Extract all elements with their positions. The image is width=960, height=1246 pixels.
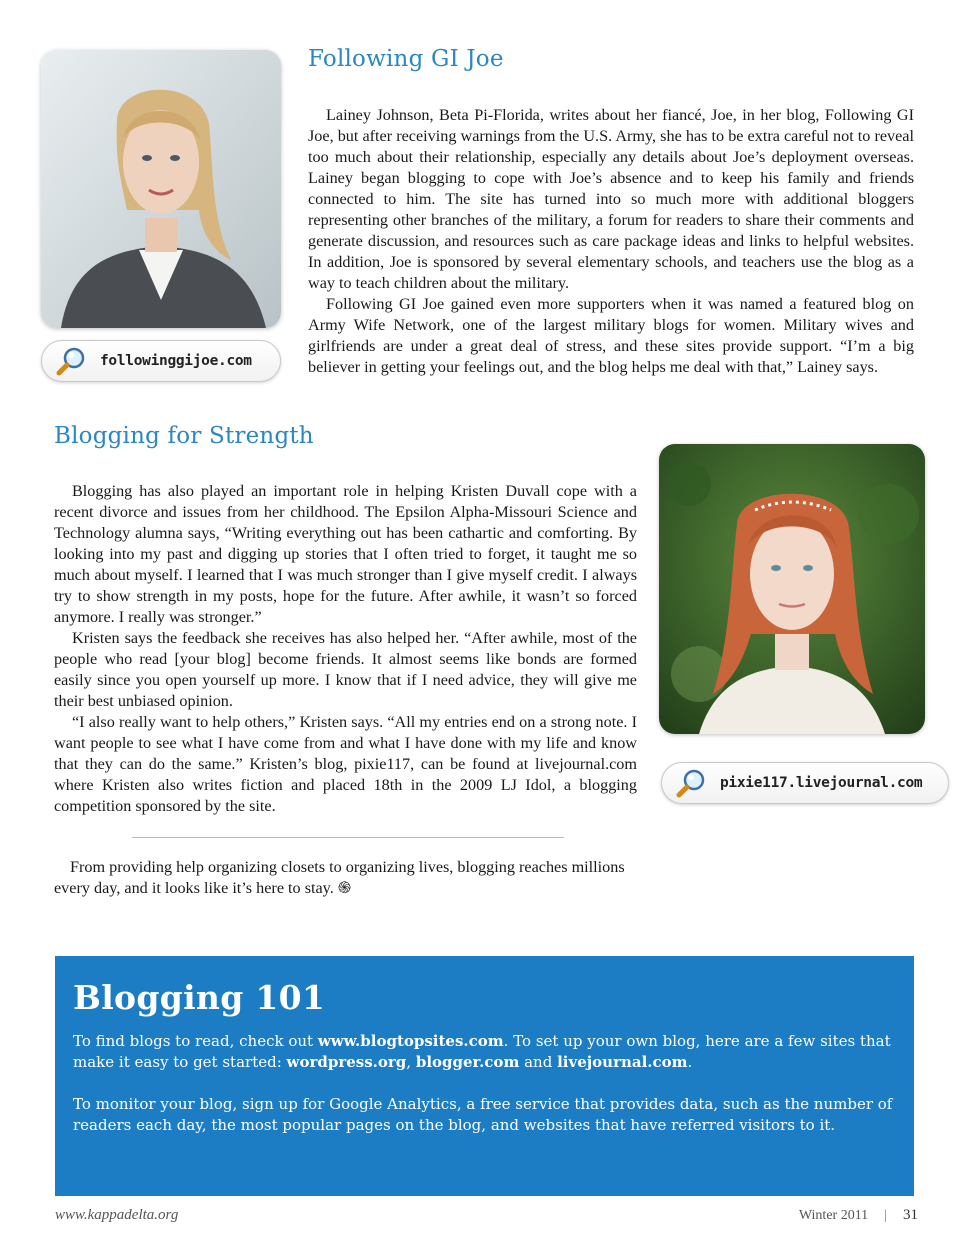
url-text[interactable]: pixie117.livejournal.com — [720, 775, 923, 791]
portrait-photo-lainey — [41, 50, 281, 328]
article-body-blogging-for-strength — [54, 481, 637, 817]
article-body-following-gi-joe — [308, 105, 914, 378]
sidebar-paragraph-resources: To find blogs to read, check out www.blogtopsites.com. To set up your own blog, here are a few sites that make it easy to get started: wordpress.org, blogger.com and livejournal.com. — [73, 1032, 891, 1071]
url-badge-followinggijoe[interactable] — [41, 340, 281, 382]
footer-issue: Winter 2011 — [798, 1208, 869, 1223]
paragraph: Kristen says the feedback she receives has also helped her. “After awhile, most of the people who read [your blog] become friends. It almost seems like bonds are formed easily since you open yourself up more. I know that if I need advice, they will give me their best unbiased opinion. — [54, 629, 637, 710]
url-text[interactable]: followinggijoe.com — [100, 353, 252, 369]
sidebar-blogging-101 — [55, 956, 914, 1196]
link-wordpress[interactable]: wordpress.org — [286, 1053, 407, 1071]
footer-website: www.kappadelta.org — [55, 1207, 179, 1223]
paragraph: Following GI Joe gained even more supporters when it was named a featured blog on Army Wife Network, one of the largest military blogs for women. Military wives and girlfriends are under a great deal of stress, and these sites provide support. “I’m a big believer in getting your feelings out, and the blog helps me deal with that,” Lainey says. — [308, 295, 914, 376]
magnifier-icon — [676, 768, 710, 798]
link-blogtopsites[interactable]: www.blogtopsites.com — [317, 1032, 504, 1050]
end-mark-icon: ֍ — [337, 879, 352, 897]
sidebar-title: Blogging 101 — [73, 978, 326, 1017]
paragraph: Blogging has also played an important role in helping Kristen Duvall cope with a recent divorce and issues from her childhood. The Epsilon Alpha-Missouri Science and Technology alumna says, “Writing everything out has been cathartic and comforting. By looking into my past and digging up stories that I often tried to forget, it taught me so much about myself. I learned that I was much stronger than I give myself credit. I always try to show strength in my posts, hope for the future. After awhile, it wasn’t so forced anymore. I really was stronger.” — [54, 482, 637, 626]
paragraph: Lainey Johnson, Beta Pi-Florida, writes about her fiancé, Joe, in her blog, Following GI Joe, but after receiving warnings from the U.S. Army, she has to be extra careful not to reveal too much about their relationship, especially any details about Joe’s deployment overseas. Lainey began blogging to cope with Joe’s absence and to keep his family and friends connected to him. The site has turned into so much more with additional bloggers representing other branches of the military, a forum for readers to share their comments and generate discussion, and resources such as care package ideas and links to helpful websites. In addition, Joe is sponsored by several elementary schools, and teachers use the blog as a way to teach children about the military. — [308, 106, 914, 292]
closing-text: From providing help organizing closets to organizing lives, blogging reaches millions every day, and it looks like it’s here to stay. — [54, 858, 625, 897]
footer-separator: | — [884, 1208, 887, 1223]
article-heading-following-gi-joe: Following GI Joe — [308, 46, 504, 72]
link-livejournal[interactable]: livejournal.com — [557, 1053, 688, 1071]
article-heading-blogging-for-strength: Blogging for Strength — [54, 423, 314, 449]
page-number: 31 — [903, 1207, 918, 1223]
url-badge-pixie117[interactable] — [661, 762, 949, 804]
closing-paragraph — [54, 857, 654, 899]
portrait-photo-kristen — [659, 444, 925, 734]
section-divider — [132, 837, 564, 838]
sidebar-paragraph-analytics: To monitor your blog, sign up for Google Analytics, a free service that provides data, such as the number of readers each day, the most popular pages on the blog, and websites that have referred visitors to it. — [73, 1095, 893, 1134]
link-blogger[interactable]: blogger.com — [415, 1053, 520, 1071]
footer-issue-info — [799, 1207, 918, 1224]
magnifier-icon — [56, 346, 90, 376]
paragraph: “I also really want to help others,” Kristen says. “All my entries end on a strong note. I want people to see what I have come from and what I have done with my life and know that they can do the same.” Kristen’s blog, pixie117, can be found at livejournal.com where Kristen also writes fiction and placed 18th in the 2009 LJ Idol, a blogging competition sponsored by the site. — [54, 713, 637, 815]
